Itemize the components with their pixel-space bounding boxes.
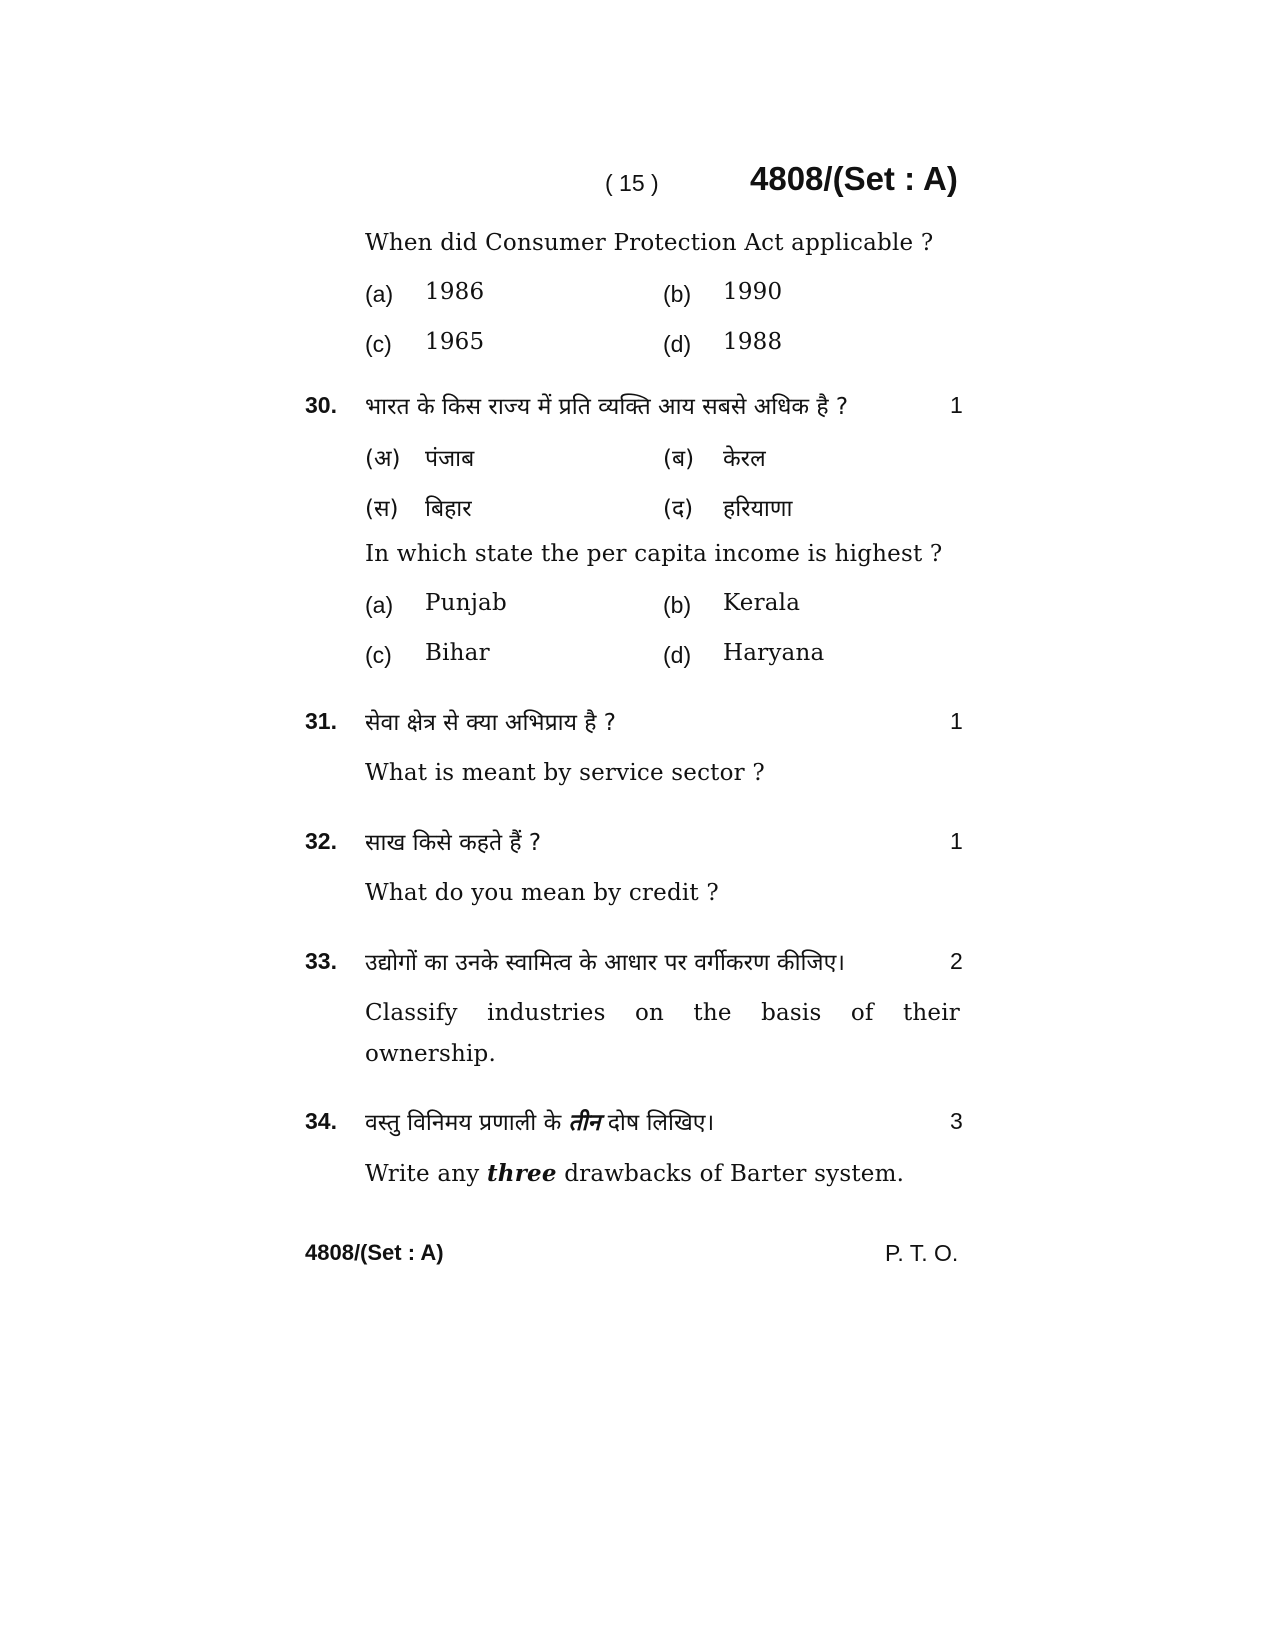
q30-hindi-option-b-label: (ब) [663, 446, 695, 472]
q30-option-c-label: (c) [365, 642, 392, 668]
q33-marks: 2 [950, 948, 963, 974]
q33-number: 33. [305, 948, 337, 974]
q30-number: 30. [305, 392, 337, 418]
q34-english-text-pre: Write any [365, 1161, 487, 1187]
q30-hindi-option-a-text: पंजाब [425, 446, 475, 472]
q34-hindi-text-pre: वस्तु विनिमय प्रणाली के [365, 1110, 569, 1136]
q34-english-text [365, 1160, 904, 1187]
page-number: ( 15 ) [605, 170, 659, 196]
q33-hindi-text: उद्योगों का उनके स्वामित्व के आधार पर वर्गीकरण कीजिए। [365, 950, 846, 976]
q30-marks: 1 [950, 392, 963, 418]
q34-hindi-emphasis: तीन [568, 1110, 601, 1136]
q30-hindi-option-a-label: (अ) [365, 446, 401, 472]
q29-option-c-label: (c) [365, 331, 392, 357]
q30-option-a-label: (a) [365, 592, 394, 618]
q30-option-a-text: Punjab [425, 590, 507, 616]
q33-english-text-line2: ownership. [365, 1041, 496, 1067]
q34-english-emphasis: three [486, 1160, 557, 1187]
q34-marks: 3 [950, 1108, 963, 1134]
q30-english-text: In which state the per capita income is highest ? [365, 541, 943, 567]
q30-hindi-text: भारत के किस राज्य में प्रति व्यक्ति आय सबसे अधिक है ? [365, 394, 849, 420]
paper-code-header: 4808/(Set : A) [750, 160, 958, 197]
q30-hindi-option-c-text: बिहार [425, 496, 472, 522]
q30-option-c-text: Bihar [425, 640, 490, 666]
q32-hindi-text: साख किसे कहते हैं ? [365, 830, 542, 856]
q32-number: 32. [305, 828, 337, 854]
q30-hindi-option-c-label: (स) [365, 496, 399, 522]
q31-number: 31. [305, 708, 337, 734]
q30-option-d-text: Haryana [723, 640, 825, 666]
q31-hindi-text: सेवा क्षेत्र से क्या अभिप्राय है ? [365, 710, 616, 736]
q30-option-d-label: (d) [663, 642, 692, 668]
q30-hindi-option-d-text: हरियाणा [723, 496, 793, 522]
paper-code-footer: 4808/(Set : A) [305, 1240, 444, 1265]
q29-option-a-label: (a) [365, 281, 394, 307]
q34-number: 34. [305, 1108, 337, 1134]
q30-hindi-option-d-label: (द) [663, 496, 694, 522]
q30-option-b-text: Kerala [723, 590, 801, 616]
q30-option-b-label: (b) [663, 592, 692, 618]
q29-option-b-text: 1990 [723, 279, 783, 305]
q29-option-d-text: 1988 [723, 329, 783, 355]
q29-option-d-label: (d) [663, 331, 692, 357]
q33-english-text-line1: Classify industries on the basis of their [365, 1000, 960, 1026]
pto-text: P. T. O. [885, 1240, 959, 1266]
q34-english-text-post: drawbacks of Barter system. [556, 1161, 905, 1187]
q29-english-text: When did Consumer Protection Act applicable ? [365, 230, 934, 256]
q32-english-text: What do you mean by credit ? [365, 880, 719, 906]
q34-hindi-text [365, 1105, 714, 1137]
q29-option-c-text: 1965 [425, 329, 485, 355]
q34-hindi-text-post: दोष लिखिए। [600, 1110, 715, 1136]
q29-option-a-text: 1986 [425, 279, 485, 305]
q29-option-b-label: (b) [663, 281, 692, 307]
q31-english-text: What is meant by service sector ? [365, 760, 765, 786]
q32-marks: 1 [950, 828, 963, 854]
q30-hindi-option-b-text: केरल [723, 446, 766, 472]
q31-marks: 1 [950, 708, 963, 734]
